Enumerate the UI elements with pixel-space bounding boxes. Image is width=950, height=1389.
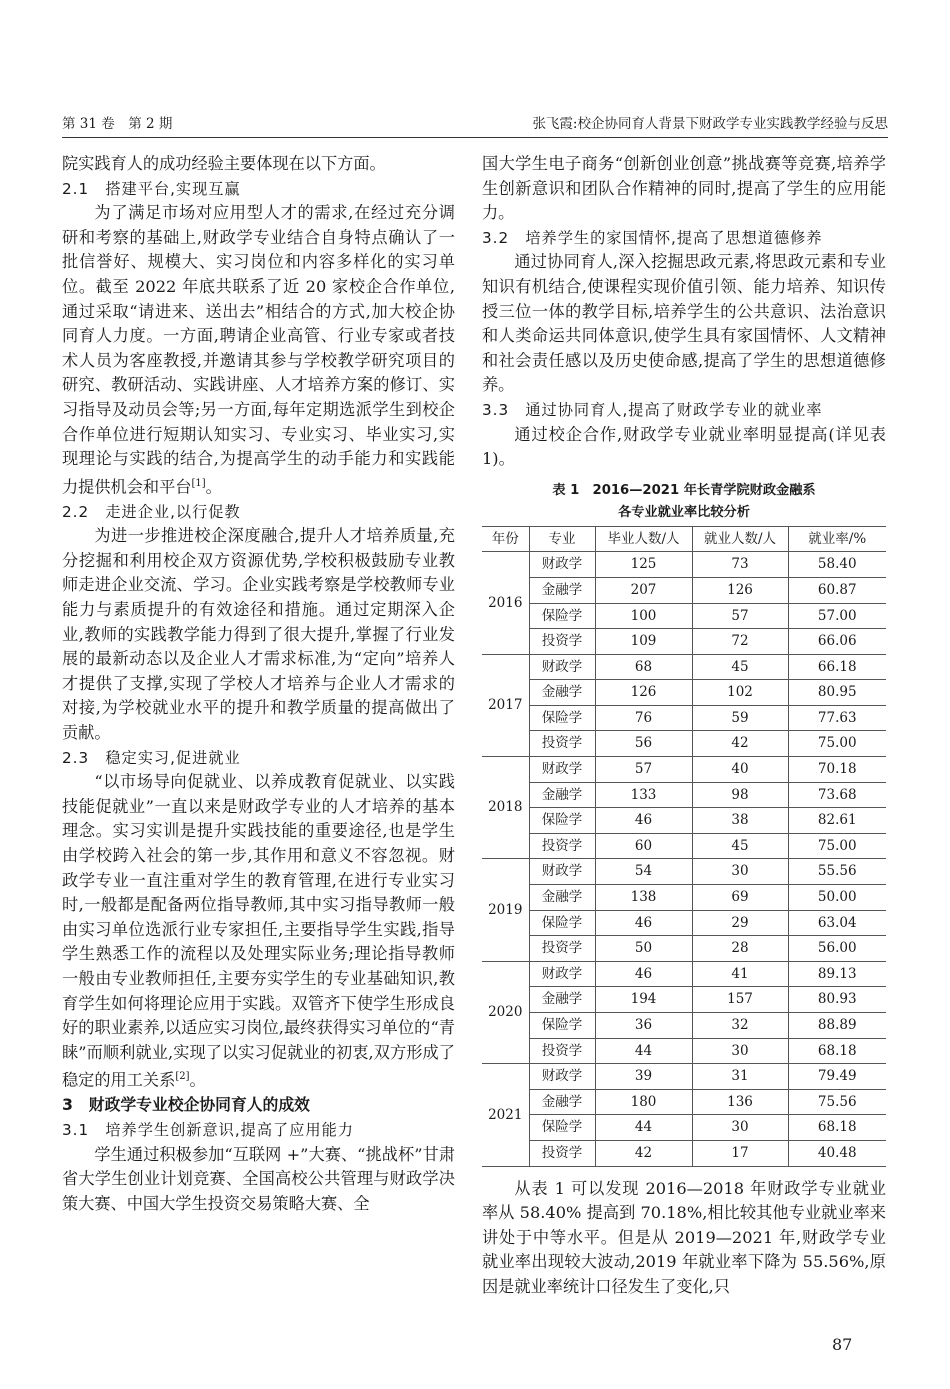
table-caption-line-2: 各专业就业率比较分析 <box>618 504 750 520</box>
table-row <box>482 910 886 936</box>
table-row <box>482 1013 886 1039</box>
rate-cell: 75.56 <box>788 1089 886 1115</box>
table-row <box>482 731 886 757</box>
major-cell: 投资学 <box>529 629 595 655</box>
rate-cell: 40.48 <box>788 1140 886 1166</box>
section-3-3-title: 3.3 通过协同育人,提高了财政学专业的就业率 <box>482 400 823 419</box>
table-row <box>482 961 886 987</box>
paragraph-2-1-end: 。 <box>205 477 222 497</box>
table-row <box>482 808 886 834</box>
major-cell: 财政学 <box>529 654 595 680</box>
grads-cell: 126 <box>595 680 692 706</box>
rate-cell: 66.06 <box>788 629 886 655</box>
grads-cell: 76 <box>595 705 692 731</box>
employed-cell: 32 <box>692 1013 788 1039</box>
rate-cell: 68.18 <box>788 1038 886 1064</box>
major-cell: 投资学 <box>529 1038 595 1064</box>
table-row <box>482 1115 886 1141</box>
table-row <box>482 1140 886 1166</box>
grads-cell: 46 <box>595 961 692 987</box>
grads-cell: 50 <box>595 936 692 962</box>
rate-cell: 88.89 <box>788 1013 886 1039</box>
table-row <box>482 603 886 629</box>
grads-cell: 46 <box>595 808 692 834</box>
employed-cell: 30 <box>692 1038 788 1064</box>
table-row <box>482 629 886 655</box>
employed-cell: 73 <box>692 552 788 578</box>
section-2-2-title: 2.2 走进企业,以行促教 <box>62 502 241 521</box>
grads-cell: 68 <box>595 654 692 680</box>
major-cell: 保险学 <box>529 705 595 731</box>
rate-cell: 55.56 <box>788 859 886 885</box>
major-cell: 保险学 <box>529 603 595 629</box>
section-3-title: 3 财政学专业校企协同育人的成效 <box>62 1095 310 1115</box>
employed-cell: 31 <box>692 1064 788 1090</box>
paragraph-3-3: 通过校企合作,财政学专业就业率明显提高(详见表 1)。 <box>482 424 886 469</box>
paragraph-2-3-text: “以市场导向促就业、以养成教育促就业、以实践技能促就业”一直以来是财政学专业的人才培养的基本理念。实习实训是提升实践技能的重要途径,也是学生由学校跨入社会的第一步,其作用和意义不容忽视。财政学专业一直注重对学生的教育管理,在进行专业实习时,一般都是配备两位指导教师,其中实习指导教师一般由实习单位选派行业专家担任,主要指导学生实践,指导学生熟悉工作的流程以及处理实际业务;理论指导教师一般由专业教师担任,主要夯实学生的专业基础知识,教育学生如何将理论应用于实践。双管齐下使学生形成良好的职业素养,以适应实习岗位,最终获得实习单位的“青睐”而顺利就业,实现了以实习促就业的初衷,双方形成了稳定的用工关系 <box>62 772 455 1090</box>
employed-cell: 42 <box>692 731 788 757</box>
employed-cell: 157 <box>692 987 788 1013</box>
rate-cell: 75.00 <box>788 833 886 859</box>
paragraph-2-3-end: 。 <box>189 1070 206 1090</box>
rate-cell: 50.00 <box>788 885 886 911</box>
section-3-1-title: 3.1 培养学生创新意识,提高了应用能力 <box>62 1120 354 1139</box>
right-column <box>482 152 886 1300</box>
left-column <box>62 152 455 1216</box>
major-cell: 财政学 <box>529 757 595 783</box>
major-cell: 金融学 <box>529 577 595 603</box>
paragraph-3-1-cont: 国大学生电子商务“创新创业创意”挑战赛等竞赛,培养学生创新意识和团队合作精神的同时,提高了学生的应用能力。 <box>482 154 886 223</box>
employed-cell: 28 <box>692 936 788 962</box>
rate-cell: 73.68 <box>788 782 886 808</box>
table-row <box>482 885 886 911</box>
rate-cell: 89.13 <box>788 961 886 987</box>
grads-cell: 44 <box>595 1115 692 1141</box>
employed-cell: 45 <box>692 833 788 859</box>
major-cell: 投资学 <box>529 936 595 962</box>
rate-cell: 79.49 <box>788 1064 886 1090</box>
major-cell: 财政学 <box>529 961 595 987</box>
paragraph-2-1-text: 为了满足市场对应用型人才的需求,在经过充分调研和考察的基础上,财政学专业结合自身特点确认了一批信誉好、规模大、实习岗位和内容多样化的实习单位。截至 2022 年底共联系了近 20 家校企合作单位,通过采取“请进来、送出去”相结合的方式,加大校企协同育人力度。一方面,聘请企业高管、行业专家或者技术人员为客座教授,并邀请其参与学校教学研究项目的研究、教研活动、实践讲座、人才培养方案的修订、实习指导及动员会等;另一方面,每年定期选派学生到校企合作单位进行短期认知实习、专业实习、毕业实习,实现理论与实践的结合,为提高学生的动手能力和实践能力提供机会和平台 <box>62 203 455 497</box>
employed-cell: 126 <box>692 577 788 603</box>
grads-cell: 109 <box>595 629 692 655</box>
employed-cell: 30 <box>692 1115 788 1141</box>
major-cell: 保险学 <box>529 1013 595 1039</box>
grads-cell: 42 <box>595 1140 692 1166</box>
table-row <box>482 680 886 706</box>
table-row <box>482 654 886 680</box>
year-cell: 2018 <box>482 757 529 859</box>
major-cell: 保险学 <box>529 808 595 834</box>
rate-cell: 80.95 <box>788 680 886 706</box>
major-cell: 保险学 <box>529 1115 595 1141</box>
year-cell: 2017 <box>482 654 529 756</box>
grads-cell: 125 <box>595 552 692 578</box>
table-caption <box>482 480 886 524</box>
rate-cell: 63.04 <box>788 910 886 936</box>
table-row <box>482 705 886 731</box>
rate-cell: 57.00 <box>788 603 886 629</box>
grads-cell: 194 <box>595 987 692 1013</box>
employed-cell: 38 <box>692 808 788 834</box>
year-cell: 2020 <box>482 961 529 1063</box>
grads-cell: 54 <box>595 859 692 885</box>
rate-cell: 80.93 <box>788 987 886 1013</box>
table-header-cell: 年份 <box>482 526 529 552</box>
grads-cell: 44 <box>595 1038 692 1064</box>
grads-cell: 36 <box>595 1013 692 1039</box>
rate-cell: 56.00 <box>788 936 886 962</box>
page-number: 87 <box>832 1335 853 1354</box>
grads-cell: 138 <box>595 885 692 911</box>
grads-cell: 60 <box>595 833 692 859</box>
employed-cell: 136 <box>692 1089 788 1115</box>
running-header <box>62 112 888 136</box>
employed-cell: 17 <box>692 1140 788 1166</box>
paragraph-2-2: 为进一步推进校企深度融合,提升人才培养质量,充分挖掘和利用校企双方资源优势,学校积极鼓励专业教师走进企业交流、学习。企业实践考察是学校教师专业能力与素质提升的有效途径和措施。通过定期深入企业,教师的实践教学能力得到了很大提升,掌握了行业发展的最新动态以及企业人才需求标准,为“定向”培养人才提供了支撑,实现了学校人才培养与企业人才需求的对接,为学校就业水平的提升和教学质量的提高做出了贡献。 <box>62 526 455 743</box>
grads-cell: 133 <box>595 782 692 808</box>
paragraph-3-1: 学生通过积极参加“互联网 +”大赛、“挑战杯”甘肃省大学生创业计划竞赛、全国高校公共管理与财政学决策大赛、中国大学生投资交易策略大赛、全 <box>62 1144 455 1213</box>
major-cell: 投资学 <box>529 1140 595 1166</box>
employed-cell: 69 <box>692 885 788 911</box>
table-row <box>482 1038 886 1064</box>
major-cell: 投资学 <box>529 833 595 859</box>
employed-cell: 72 <box>692 629 788 655</box>
employed-cell: 30 <box>692 859 788 885</box>
year-cell: 2016 <box>482 552 529 654</box>
year-cell: 2019 <box>482 859 529 961</box>
employed-cell: 102 <box>692 680 788 706</box>
table-row <box>482 833 886 859</box>
major-cell: 保险学 <box>529 910 595 936</box>
grads-cell: 207 <box>595 577 692 603</box>
table-row <box>482 577 886 603</box>
rate-cell: 70.18 <box>788 757 886 783</box>
rate-cell: 58.40 <box>788 552 886 578</box>
employed-cell: 29 <box>692 910 788 936</box>
grads-cell: 39 <box>595 1064 692 1090</box>
journal-volume-issue: 第 31 卷 第 2 期 <box>62 116 173 132</box>
major-cell: 金融学 <box>529 680 595 706</box>
article-running-title: 张飞霞:校企协同育人背景下财政学专业实践教学经验与反思 <box>532 116 888 132</box>
table-header-cell: 毕业人数/人 <box>595 526 692 552</box>
paragraph-intro: 院实践育人的成功经验主要体现在以下方面。 <box>62 154 386 173</box>
rate-cell: 75.00 <box>788 731 886 757</box>
major-cell: 投资学 <box>529 731 595 757</box>
grads-cell: 180 <box>595 1089 692 1115</box>
section-3-2-title: 3.2 培养学生的家国情怀,提高了思想道德修养 <box>482 228 823 247</box>
employed-cell: 57 <box>692 603 788 629</box>
major-cell: 金融学 <box>529 885 595 911</box>
table-header-cell: 就业人数/人 <box>692 526 788 552</box>
rate-cell: 77.63 <box>788 705 886 731</box>
employed-cell: 45 <box>692 654 788 680</box>
grads-cell: 56 <box>595 731 692 757</box>
table-header-row <box>482 526 886 552</box>
employed-cell: 59 <box>692 705 788 731</box>
table-row <box>482 782 886 808</box>
major-cell: 财政学 <box>529 1064 595 1090</box>
major-cell: 财政学 <box>529 552 595 578</box>
table-row <box>482 757 886 783</box>
paragraph-after-table: 从表 1 可以发现 2016—2018 年财政学专业就业率从 58.40% 提高到 70.18%,相比较其他专业就业率来讲处于中等水平。但是从 2019—2021 年,财政学专业就业率出现较大波动,2019 年就业率下降为 55.56%,原因是就业率统计口径发生了变化,只 <box>482 1178 886 1296</box>
rate-cell: 82.61 <box>788 808 886 834</box>
table-row <box>482 552 886 578</box>
citation-1: [1] <box>191 477 206 489</box>
table-row <box>482 1064 886 1090</box>
table-row <box>482 859 886 885</box>
table-header-cell: 专业 <box>529 526 595 552</box>
header-divider <box>62 137 888 138</box>
employed-cell: 98 <box>692 782 788 808</box>
section-2-3-title: 2.3 稳定实习,促进就业 <box>62 748 241 767</box>
grads-cell: 100 <box>595 603 692 629</box>
grads-cell: 57 <box>595 757 692 783</box>
table-row <box>482 987 886 1013</box>
year-cell: 2021 <box>482 1064 529 1166</box>
table-caption-line-1: 表 1 2016—2021 年长青学院财政金融系 <box>552 482 816 498</box>
rate-cell: 66.18 <box>788 654 886 680</box>
rate-cell: 60.87 <box>788 577 886 603</box>
table-row <box>482 1089 886 1115</box>
major-cell: 金融学 <box>529 1089 595 1115</box>
employment-rate-table <box>482 526 886 1167</box>
employed-cell: 40 <box>692 757 788 783</box>
major-cell: 财政学 <box>529 859 595 885</box>
paragraph-3-2: 通过协同育人,深入挖掘思政元素,将思政元素和专业知识有机结合,使课程实现价值引领、能力培养、知识传授三位一体的教学目标,培养学生的公共意识、法治意识和人类命运共同体意识,使学生具有家国情怀、人文精神和社会责任感以及历史使命感,提高了学生的思想道德修养。 <box>482 252 886 395</box>
major-cell: 金融学 <box>529 782 595 808</box>
grads-cell: 46 <box>595 910 692 936</box>
table-header-cell: 就业率/% <box>788 526 886 552</box>
citation-2: [2] <box>175 1071 190 1083</box>
section-2-1-title: 2.1 搭建平台,实现互赢 <box>62 179 241 198</box>
rate-cell: 68.18 <box>788 1115 886 1141</box>
table-row <box>482 936 886 962</box>
paragraph-2-1 <box>62 201 455 500</box>
major-cell: 金融学 <box>529 987 595 1013</box>
employed-cell: 41 <box>692 961 788 987</box>
paragraph-2-3 <box>62 770 455 1093</box>
